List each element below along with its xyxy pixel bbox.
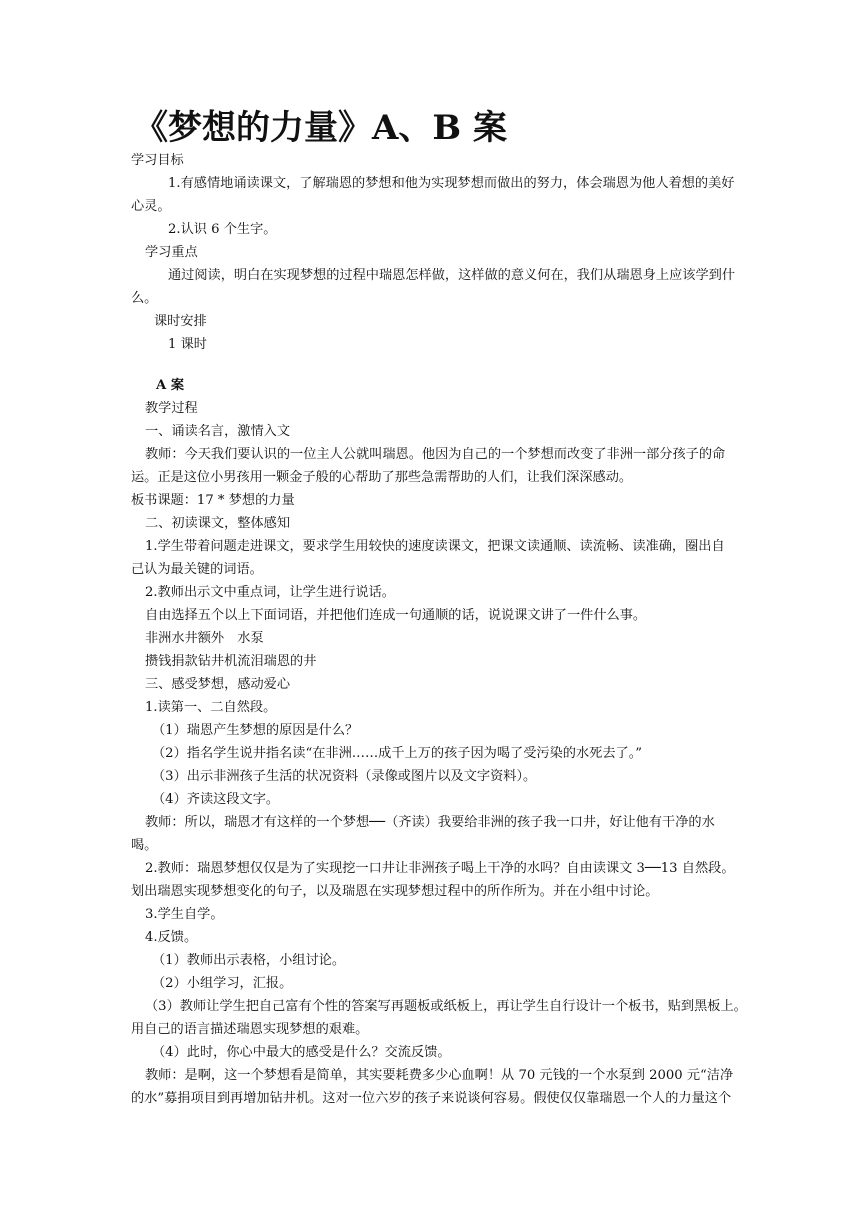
paragraph-line: （2）小组学习，汇报。 [152,976,293,991]
step-heading: 二、初读课文，整体感知 [145,516,291,531]
paragraph-line: 么。 [131,291,158,306]
section-heading-goals: 学习目标 [131,153,184,168]
paragraph-line: 板书课题：17 * 梦想的力量 [131,493,295,508]
paragraph-line: （4）此时，你心中最大的感受是什么？交流反馈。 [152,1045,451,1060]
paragraph-line: 的水”募捐项目到再增加钻井机。这对一位六岁的孩子来说谈何容易。假使仅仅靠瑞恩一个人的力量这个 [131,1091,732,1106]
paragraph-line: 1.学生带着问题走进课文，要求学生用较快的速度读课文，把课文读通顺、读流畅、读准确，圈出自 [145,539,725,554]
paragraph-line: （1）教师出示表格，小组讨论。 [152,953,346,968]
section-heading-process: 教学过程 [145,401,198,416]
paragraph-line: 2.认识 6 个生字。 [168,222,277,237]
paragraph-line: 非洲水井额外 水泵 [145,631,264,646]
paragraph-line: 通过阅读，明白在实现梦想的过程中瑞恩怎样做，这样做的意义何在，我们从瑞恩身上应该学到什 [168,268,736,283]
paragraph-line: 1.读第一、二自然段。 [145,700,277,715]
section-heading-schedule: 课时安排 [154,314,207,329]
paragraph-line: 1.有感情地诵读课文，了解瑞恩的梦想和他为实现梦想而做出的努力，体会瑞恩为他人着想的美好 [168,176,735,191]
paragraph-line: 教师：所以，瑞恩才有这样的一个梦想──（齐读）我要给非洲的孩子我一口井，好让他有干净的水 [145,815,715,830]
paragraph-line: 2.教师：瑞恩梦想仅仅是为了实现挖一口井让非洲孩子喝上干净的水吗？自由读课文 3──13 自然段。 [145,861,735,876]
step-heading: 三、感受梦想，感动爱心 [145,677,291,692]
paragraph-line: 攒钱捐款钻井机流泪瑞恩的井 [145,654,317,669]
paragraph-line: 己认为最关键的词语。 [131,562,263,577]
paragraph-line: （3）出示非洲孩子生活的状况资料（录像或图片以及文字资料）。 [152,769,537,784]
document-title: 《梦想的力量》A、B 案 [134,108,507,148]
paragraph-line: 2.教师出示文中重点词，让学生进行说话。 [145,585,395,600]
paragraph-line: （3）教师让学生把自己富有个性的答案写再题板或纸板上，再让学生自行设计一个板书，贴到黑板上。 [145,999,747,1014]
paragraph-line: 4.反馈。 [145,930,198,945]
paragraph-line: 划出瑞恩实现梦想变化的句子，以及瑞恩在实现梦想过程中的所作所为。并在小组中讨论。 [131,884,659,899]
paragraph-line: 1 课时 [168,337,207,352]
paragraph-line: 自由选择五个以上下面词语，并把他们连成一句通顺的话，说说课文讲了一件什么事。 [145,608,647,623]
paragraph-line: 教师：今天我们要认识的一位主人公就叫瑞恩。他因为自己的一个梦想而改变了非洲一部分孩子的命 [145,447,726,462]
section-heading-focus: 学习重点 [145,245,198,260]
paragraph-line: 运。正是这位小男孩用一颗金子般的心帮助了那些急需帮助的人们，让我们深深感动。 [131,470,633,485]
paragraph-line: （2）指名学生说井指名读“在非洲……成千上万的孩子因为喝了受污染的水死去了。” [152,746,643,761]
step-heading: 一、诵读名言，激情入文 [145,424,291,439]
paragraph-line: 心灵。 [131,199,171,214]
paragraph-line: （1）瑞恩产生梦想的原因是什么？ [152,723,359,738]
plan-a-heading: A 案 [156,378,185,393]
paragraph-line: 喝。 [131,838,158,853]
paragraph-line: 3.学生自学。 [145,907,224,922]
paragraph-line: 教师：是啊，这一个梦想看是简单，其实要耗费多少心血啊！从 70 元钱的一个水泵到 2000 元“洁净 [145,1068,734,1083]
paragraph-line: （4）齐读这段文字。 [152,792,280,807]
paragraph-line: 用自己的语言描述瑞恩实现梦想的艰难。 [131,1022,369,1037]
